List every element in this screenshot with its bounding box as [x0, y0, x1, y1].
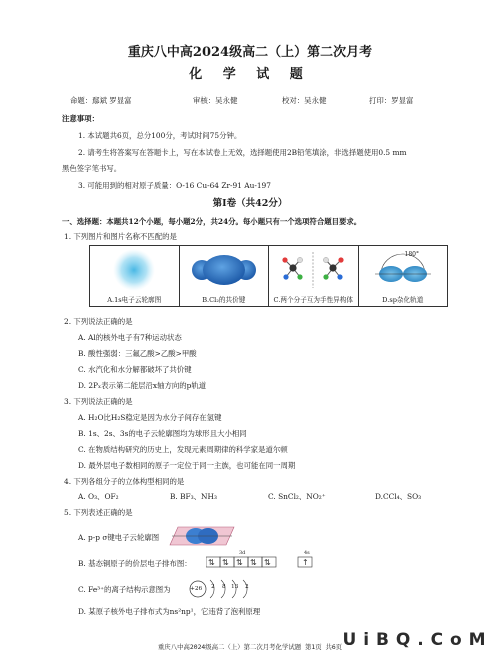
- q5-shell-2: 8: [222, 584, 226, 590]
- q3-option-d: D. 最外层电子数相同的原子一定位于同一主族，也可能在同一周期: [78, 461, 296, 470]
- q2-option-d: D. 2Pₓ表示第二能层沿x轴方向的p轨道: [78, 381, 207, 390]
- svg-text:⇅: ⇅: [264, 558, 271, 567]
- q2-option-c: C. 水汽化和水分解都破坏了共价键: [78, 365, 192, 374]
- svg-text:⇅: ⇅: [250, 558, 257, 567]
- svg-text:⇅: ⇅: [222, 558, 229, 567]
- q4-option-d: D.CCl₄、SO₃: [375, 492, 422, 501]
- orbital-diagram-icon: [206, 556, 316, 568]
- note-2: 2. 请考生将答案写在答题卡上，写在本试卷上无效，选择题使用2B铅笔填涂，非选择题使用0.5 mm: [78, 148, 407, 157]
- chiral-molecules-icon: [269, 246, 357, 294]
- sigma-bond-cloud-icon: [168, 521, 238, 551]
- svg-text:⇅: ⇅: [236, 558, 243, 567]
- q5-label-4s: 4s: [304, 550, 310, 556]
- q1-cell-c: [269, 246, 359, 306]
- q5-option-a: A. p-p σ键电子云轮廓图: [78, 533, 160, 542]
- q1-caption-a: A.1s电子云轮廓图: [107, 296, 162, 304]
- part-instruction: 一、选择题：本题共12个小题，每小题2分，共24分。每小题只有一个选项符合题目要求。: [62, 217, 362, 226]
- s-orbital-cloud-icon: [90, 246, 178, 294]
- q5-shell-4: 2: [245, 584, 249, 590]
- q5-shell-3: 13: [231, 584, 239, 590]
- q3-stem: 3. 下列说法正确的是: [64, 397, 133, 406]
- q1-caption-b: B.Cl₂的共价键: [202, 296, 246, 304]
- q3-option-c: C. 在物质结构研究的历史上，发现元素周期律的科学家是道尔顿: [78, 445, 288, 454]
- q5-label-3d: 3d: [239, 550, 246, 556]
- q5-shell-1: 2: [211, 584, 215, 590]
- note-2-cont: 黑色签字笔书写。: [62, 164, 122, 173]
- q5-stem: 5. 下列表述正确的是: [64, 508, 133, 517]
- svg-text:⇅: ⇅: [208, 558, 215, 567]
- subject-title: 化 学 试 题: [189, 67, 311, 82]
- q1-figure-table: [89, 245, 448, 307]
- q1-cell-b: [180, 246, 270, 306]
- credit-reviewer: 审核：吴永健: [193, 96, 238, 105]
- q5-nucleus: +26: [190, 586, 203, 592]
- credit-printer: 打印：罗显富: [369, 96, 414, 105]
- q3-option-b: B. 1s、2s、3s的电子云轮廓图均为球形且大小相同: [78, 429, 247, 438]
- q2-option-b: B. 酸性强弱：三氟乙酸>乙酸>甲酸: [78, 349, 197, 358]
- sp-hybrid-orbital-icon: [359, 246, 447, 294]
- q1-cell-d: [359, 246, 448, 306]
- q4-option-b: B. BF₃、NH₃: [170, 492, 217, 501]
- q1-caption-d: D.sp杂化轨道: [382, 296, 424, 304]
- q5-option-c: C. Fe³⁺的离子结构示意图为: [78, 585, 171, 594]
- page-footer: 重庆八中高2024级高二（上）第二次月考化学试题 第1页 共6页: [157, 643, 343, 651]
- q2-stem: 2. 下列说法正确的是: [64, 317, 133, 326]
- svg-text:↑: ↑: [302, 558, 309, 567]
- notes-heading: 注意事项：: [62, 114, 99, 123]
- note-3: 3. 可能用到的相对原子质量：O-16 Cu-64 Zr-91 Au-197: [78, 181, 271, 190]
- credit-author: 命题：鄢斌 罗显富: [70, 96, 132, 105]
- q1-cell-a: [90, 246, 180, 306]
- q5-option-d: D. 某原子核外电子排布式为ns²np¹，它违背了泡利原理: [78, 607, 261, 616]
- watermark-logo: U i B Q . C o M: [342, 630, 486, 650]
- q1-caption-c: C.两个分子互为手性异构体: [273, 296, 353, 304]
- q1-angle-label: 180°: [404, 251, 419, 258]
- page-title: 重庆八中高2024级高二（上）第二次月考: [127, 45, 373, 60]
- part-heading: 第Ⅰ卷（共42分）: [212, 198, 288, 209]
- q5-option-b: B. 基态铜原子的价层电子排布图：: [78, 559, 192, 568]
- q1-stem: 1. 下列图片和图片名称不匹配的是: [64, 232, 177, 241]
- q4-stem: 4. 下列各组分子的立体构型相同的是: [64, 477, 185, 486]
- cl2-bond-icon: [180, 246, 268, 294]
- q2-option-a: A. Al的核外电子有7种运动状态: [78, 333, 182, 342]
- q3-option-a: A. H₂O比H₂S稳定是因为水分子间存在氢键: [78, 413, 222, 422]
- q4-option-a: A. O₃、OF₂: [78, 492, 119, 501]
- note-1: 1. 本试题共6页，总分100分，考试时间75分钟。: [78, 131, 242, 140]
- q4-option-c: C. SnCl₂、NO₂⁺: [268, 492, 326, 501]
- credit-proofreader: 校对：吴永健: [282, 96, 327, 105]
